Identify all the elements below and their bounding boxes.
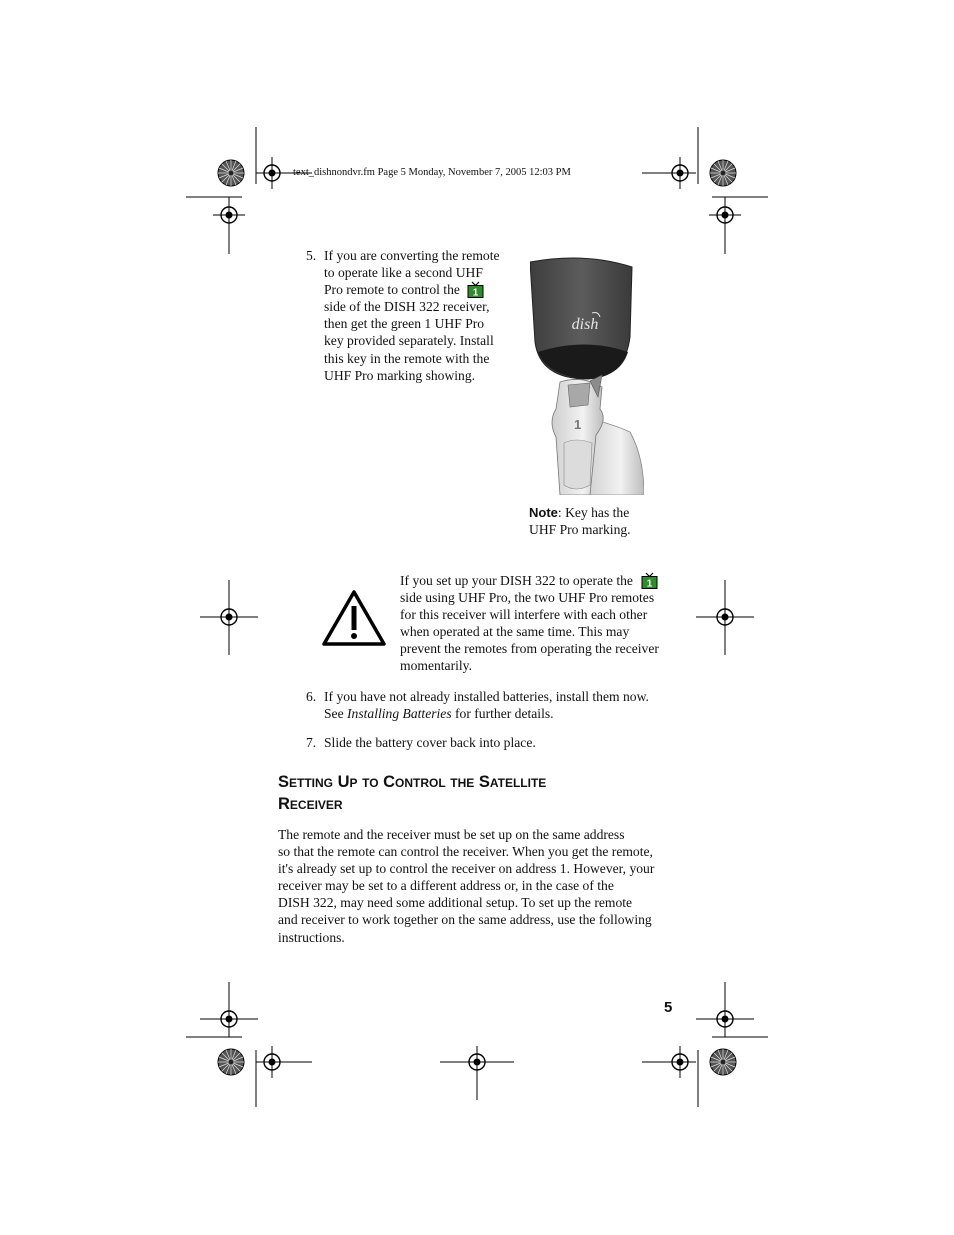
step-line: key provided separately. Install bbox=[324, 333, 494, 349]
tv-1-icon bbox=[467, 281, 484, 298]
step-line: If you are converting the remote bbox=[324, 248, 500, 263]
figure-note bbox=[529, 504, 659, 538]
step-5 bbox=[306, 247, 506, 387]
step-line: to operate like a second UHF bbox=[324, 265, 483, 281]
step-number: 5. bbox=[306, 248, 317, 263]
page-number: 5 bbox=[664, 999, 673, 1016]
file-info-header: text_dishnondvr.fm Page 5 Monday, November 7, 2005 12:03 PM bbox=[293, 167, 571, 178]
step-line: Pro remote to control the 1 bbox=[324, 281, 506, 298]
step-text: If you have not already installed batteries, install them now. See Installing Batteries for further details. bbox=[324, 689, 649, 722]
step-number: 6. bbox=[306, 689, 317, 704]
step-line: then get the green 1 UHF Pro bbox=[324, 316, 485, 332]
section-body: The remote and the receiver must be set up on the same address so that the remote can control the receiver. When you get the remote, it's already set up to control the receiver on address 1. However, your receiver may be set to a different address or, in the case of the DISH 322, may need some additional setup. To set up the remote and receiver to work together on the same address, use the following instructions. bbox=[278, 827, 655, 945]
step-6 bbox=[306, 688, 666, 728]
dish-logo: dish bbox=[571, 316, 599, 333]
warning-triangle-icon bbox=[322, 590, 386, 646]
step-text: Slide the battery cover back into place. bbox=[324, 735, 536, 750]
remote-key-illustration bbox=[530, 257, 644, 495]
tv-1-icon bbox=[641, 572, 658, 589]
step-7 bbox=[306, 734, 666, 754]
step-number: 7. bbox=[306, 735, 317, 750]
section-heading: Setting Up to Control the Satellite Receiver bbox=[278, 773, 547, 813]
step-line: UHF Pro marking showing. bbox=[324, 367, 476, 383]
key-number: 1 bbox=[574, 417, 582, 432]
svg-text:1: 1 bbox=[473, 287, 479, 299]
note-label: Note bbox=[529, 505, 558, 520]
step-line: side of the DISH 322 receiver, bbox=[324, 299, 490, 315]
cross-reference: Installing Batteries bbox=[347, 706, 452, 722]
step-text bbox=[324, 247, 506, 384]
warning-text: If you set up your DISH 322 to operate the 1 side using UHF Pro, the two UHF Pro remotes for this receiver will interfere with each other when operated at the same time. This may prevent the remotes from operating the receiver momentarily. bbox=[400, 573, 659, 674]
svg-text:1: 1 bbox=[647, 578, 653, 589]
note-text: : Key has the UHF Pro marking. bbox=[529, 505, 631, 538]
step-line: this key in the remote with the bbox=[324, 350, 490, 366]
